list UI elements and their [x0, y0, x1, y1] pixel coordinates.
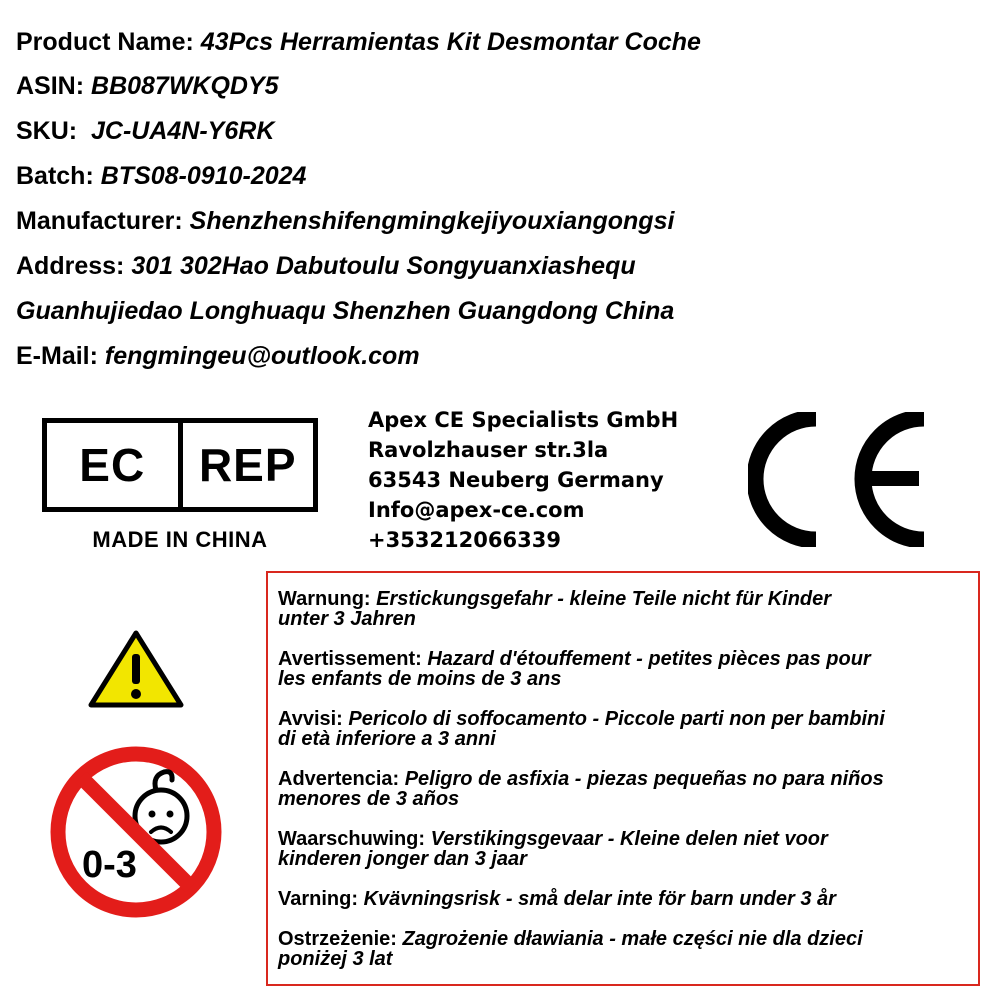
rep-text: REP: [198, 439, 297, 491]
warning-pl-label: Ostrzeżenie:: [278, 928, 397, 950]
warning-nl: [278, 829, 968, 869]
ec-text: EC: [79, 439, 146, 491]
warning-it: [278, 709, 968, 749]
warning-nl-text-2: kinderen jonger dan 3 jaar: [278, 848, 527, 870]
made-in-china-label: MADE IN CHINA: [92, 527, 268, 552]
rep-company: Apex CE Specialists GmbH: [368, 408, 679, 432]
warning-it-text-2: di età inferiore a 3 anni: [278, 728, 496, 750]
ce-mark-icon: [748, 412, 933, 547]
manufacturer-line: [16, 206, 674, 236]
batch-line: [16, 161, 306, 191]
manufacturer-value: Shenzhenshifengmingkejiyouxiangongsi: [189, 207, 675, 235]
warning-es-text: Peligro de asfixia - piezas pequeñas no para niños: [404, 768, 884, 790]
sku-value: JC-UA4N-Y6RK: [84, 117, 275, 145]
warning-it-label: Avvisi:: [278, 708, 343, 730]
warning-de-text-2: unter 3 Jahren: [278, 608, 416, 630]
ec-rep-symbol: [42, 418, 318, 512]
warning-sv-text: Kvävningsrisk - små delar inte för barn under 3 år: [363, 888, 836, 910]
asin-label: ASIN:: [16, 72, 85, 100]
warning-pl: [278, 929, 968, 969]
address-value-2: Guanhujiedao Longhuaqu Shenzhen Guangdong China: [16, 297, 675, 325]
batch-value: BTS08-0910-2024: [100, 162, 307, 190]
warning-nl-label: Waarschuwing:: [278, 828, 426, 850]
email-line: [16, 341, 420, 371]
authorized-representative: [368, 405, 678, 555]
warning-de-label: Warnung:: [278, 588, 371, 610]
warning-sv-label: Varning:: [278, 888, 359, 910]
asin-line: [16, 71, 279, 101]
warning-fr-label: Avertissement:: [278, 648, 422, 670]
sku-line: [16, 116, 274, 146]
address-line-2: [16, 296, 674, 326]
email-label: E-Mail:: [16, 342, 98, 370]
sku-label: SKU:: [16, 117, 78, 145]
warning-it-text: Pericolo di soffocamento - Piccole parti non per bambini: [348, 708, 885, 730]
warning-es-label: Advertencia:: [278, 768, 400, 790]
product-name-value: 43Pcs Herramientas Kit Desmontar Coche: [200, 28, 701, 56]
rep-street: Ravolzhauser str.3la: [368, 438, 609, 462]
manufacturer-label: Manufacturer:: [16, 207, 183, 235]
warning-de-text: Erstickungsgefahr - kleine Teile nicht für Kinder: [376, 588, 832, 610]
address-line: [16, 251, 636, 281]
product-name-line: [16, 27, 701, 57]
rep-city: 63543 Neuberg Germany: [368, 468, 664, 492]
batch-label: Batch:: [16, 162, 94, 190]
warning-sv: [278, 889, 968, 909]
warning-es: [278, 769, 968, 809]
warning-pl-text-2: poniżej 3 lat: [278, 948, 393, 970]
rep-phone: +353212066339: [368, 528, 561, 552]
warning-fr-text: Hazard d'étouffement - petites pièces pas pour: [427, 648, 871, 670]
asin-value: BB087WKQDY5: [91, 72, 279, 100]
warning-fr-text-2: les enfants de moins de 3 ans: [278, 668, 562, 690]
warning-fr: [278, 649, 968, 689]
warning-nl-text: Verstikingsgevaar - Kleine delen niet voor: [430, 828, 828, 850]
warning-es-text-2: menores de 3 años: [278, 788, 460, 810]
warning-pl-text: Zagrożenie dławiania - małe części nie dla dzieci: [402, 928, 863, 950]
age-range-label: 0-3: [82, 844, 137, 886]
warnings-box: [266, 571, 980, 986]
warning-triangle-icon: [88, 630, 184, 708]
rep-email: Info@apex-ce.com: [368, 498, 585, 522]
address-label: Address:: [16, 252, 125, 280]
no-children-0-3-icon: [48, 744, 224, 920]
address-value: 301 302Hao Dabutoulu Songyuanxiashequ: [131, 252, 636, 280]
warning-de: [278, 589, 968, 629]
email-value: fengmingeu@outlook.com: [104, 342, 420, 370]
product-name-label: Product Name:: [16, 28, 194, 56]
